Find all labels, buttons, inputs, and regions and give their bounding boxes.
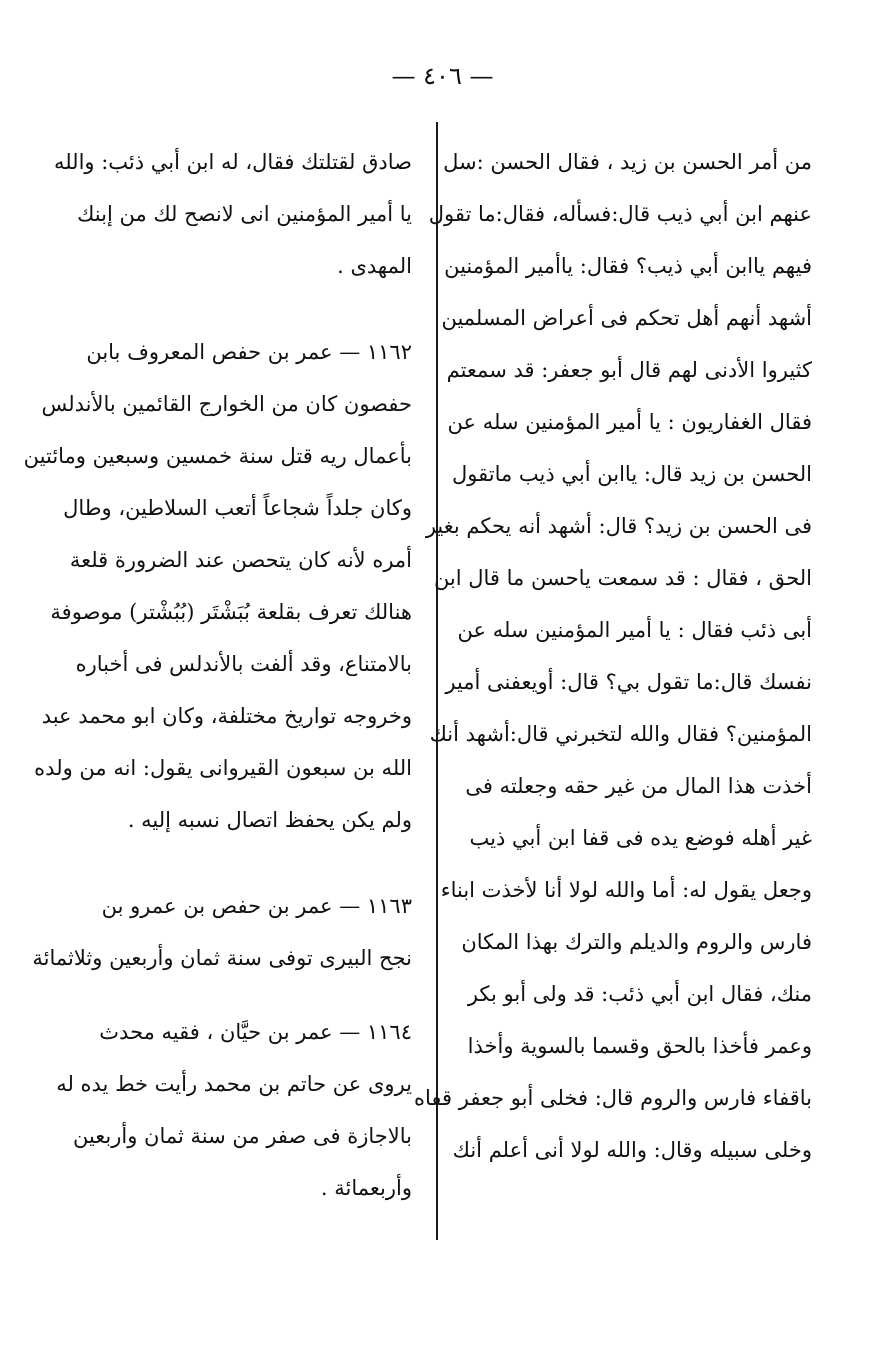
text-line: الحسن بن زيد قال: ياابن أبي ذيب ماتقول (452, 462, 812, 486)
intro-paragraph (40, 136, 412, 292)
text-line: وعمر فأخذا بالحق وقسما بالسوية وأخذا (467, 1034, 812, 1058)
text-line: أخذت هذا المال من غير حقه وجعلته فى (465, 774, 812, 798)
text-line: بالاجازة فى صفر من سنة ثمان وأربعين (72, 1124, 412, 1148)
text-line: وخروجه تواريخ مختلفة، وكان ابو محمد عبد (41, 704, 412, 728)
text-line: ١١٦٣ — عمر بن حفص بن عمرو بن (101, 894, 412, 918)
text-line: وجعل يقول له: أما والله لولا أنا لأخذت ابناء (440, 878, 812, 902)
text-line: منك، فقال ابن أبي ذئب: قد ولى أبو بكر (467, 982, 812, 1006)
text-line: الحق ، فقال : قد سمعت ياحسن ما قال ابن (433, 566, 812, 590)
entry-1163 (32, 880, 412, 984)
text-line: بالامتناع، وقد ألفت بالأندلس فى أخباره (75, 652, 412, 676)
paragraph-gap (40, 292, 412, 326)
text-line: عنهم ابن أبي ذيب قال:فسأله، فقال:ما تقول (428, 202, 812, 226)
left-column (23, 136, 412, 1214)
text-line: وخلى سبيله وقال: والله لولا أنى أعلم أنك (452, 1138, 812, 1162)
entry-1162 (23, 326, 412, 846)
text-line: يا أمير المؤمنين انى لانصح لك من إبنك (77, 202, 412, 226)
text-line: نفسك قال:ما تقول بي؟ قال: أويعفنى أمير (445, 670, 812, 694)
text-line: المهدى . (337, 254, 412, 278)
text-line: صادق لقتلتك فقال، له ابن أبي ذئب: والله (53, 150, 412, 174)
right-column (414, 136, 812, 1176)
text-line: فقال الغفاريون : يا أمير المؤمنين سله عن (447, 410, 812, 434)
text-line: وأربعمائة . (320, 1176, 412, 1200)
text-line: فيهم ياابن أبي ذيب؟ فقال: ياأمير المؤمنين (444, 254, 812, 278)
text-line: وكان جلداً شجاعاً أتعب السلاطين، وطال (63, 496, 412, 520)
text-line: فارس والروم والديلم والترك بهذا المكان (461, 930, 812, 954)
text-line: ١١٦٤ — عمر بن حيَّان ، فقيه محدث (99, 1020, 412, 1044)
text-line: نجح البيرى توفى سنة ثمان وأربعين وثلاثمائة (32, 946, 412, 970)
text-line: من أمر الحسن بن زيد ، فقال الحسن :سل (443, 150, 812, 174)
text-line: الله بن سبعون القيروانى يقول: انه من ولده (34, 756, 412, 780)
entry-1164 (40, 1006, 412, 1214)
text-line: فى الحسن بن زيد؟ قال: أشهد أنه يحكم بغير (425, 514, 812, 538)
text-line: غير أهله فوضع يده فى قفا ابن أبي ذيب (469, 826, 812, 850)
text-line: أشهد أنهم أهل تحكم فى أعراض المسلمين (441, 306, 812, 330)
page-number: — ٤٠٦ — (391, 62, 494, 90)
text-line: حفصون كان من الخوارج القائمين بالأندلس (41, 392, 412, 416)
text-line: ولم يكن يحفظ اتصال نسبه إليه . (127, 808, 412, 832)
text-line: أمره لأنه كان يتحصن عند الضرورة قلعة (69, 548, 412, 572)
paragraph-gap (40, 846, 412, 880)
text-line: بأعمال ريه قتل سنة خمسين وسبعين ومائتين (23, 444, 412, 468)
text-line: كثيروا الأدنى لهم قال أبو جعفر: قد سمعتم (446, 358, 812, 382)
text-line: يروى عن حاتم بن محمد رأيت خط يده له (56, 1072, 412, 1096)
text-line: المؤمنين؟ فقال والله لتخبرني قال:أشهد أنك (429, 722, 812, 746)
text-line: هنالك تعرف بقلعة بُبَشْتَر (بُبُشْتر) موصوفة (50, 600, 412, 624)
paragraph-gap (40, 984, 412, 1006)
text-line: باقفاء فارس والروم قال: فخلى أبو جعفر قفاه (414, 1086, 812, 1110)
text-line: ١١٦٢ — عمر بن حفص المعروف بابن (86, 340, 412, 364)
text-line: أبى ذئب فقال : يا أمير المؤمنين سله عن (457, 618, 812, 642)
